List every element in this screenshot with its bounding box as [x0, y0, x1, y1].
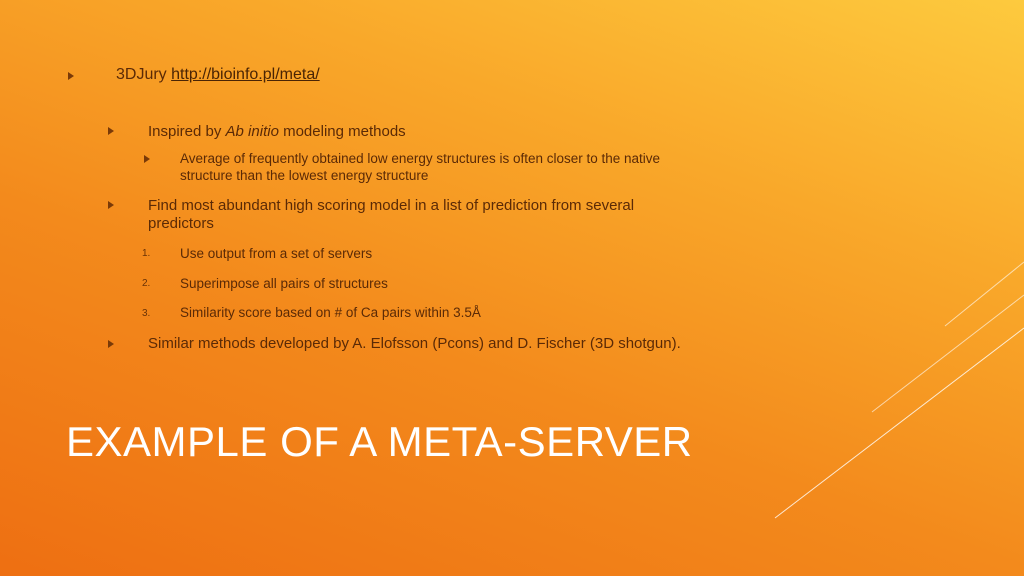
step-number: 1.	[142, 248, 151, 259]
step-text: Use output from a set of servers	[180, 246, 373, 261]
step-number: 2.	[142, 278, 151, 289]
bullet-3djury	[116, 66, 320, 84]
bullet-average-line1: Average of frequently obtained low energy structures is often closer to the native	[180, 151, 661, 166]
bullet-3djury-prefix: 3DJury	[116, 66, 172, 83]
bullet-average	[180, 150, 660, 184]
deco-line-3	[945, 262, 1024, 326]
bullet-arrow-icon	[68, 72, 74, 80]
slide-title: EXAMPLE OF A META-SERVER	[66, 418, 693, 465]
bullet-arrow-icon	[144, 155, 150, 163]
bullet-inspired-suffix: modeling methods	[278, 123, 406, 140]
bullet-similar: Similar methods developed by A. Elofsson (Pcons) and D. Fischer (3D shotgun).	[148, 335, 681, 352]
bullet-arrow-icon	[108, 127, 114, 135]
bullet-arrow-icon	[108, 340, 114, 348]
bullet-arrow-icon	[108, 201, 114, 209]
deco-line-1	[775, 328, 1024, 518]
bullet-find-line1: Find most abundant high scoring model in a list of prediction from several	[148, 197, 635, 214]
step-text: Similarity score based on # of Ca pairs within 3.5Å	[180, 305, 481, 320]
step-number: 3.	[142, 308, 151, 319]
deco-line-2	[872, 295, 1024, 412]
bullet-average-line2: structure than the lowest energy structure	[180, 168, 429, 183]
bullet-inspired-prefix: Inspired by	[148, 123, 226, 140]
bullet-find-line2: predictors	[148, 215, 214, 232]
step-text: Superimpose all pairs of structures	[180, 276, 388, 291]
bullet-inspired	[148, 123, 406, 140]
bullet-find	[148, 197, 634, 233]
meta-server-link[interactable]: http://bioinfo.pl/meta/	[171, 66, 320, 83]
bullet-inspired-em: Ab initio	[225, 123, 279, 140]
